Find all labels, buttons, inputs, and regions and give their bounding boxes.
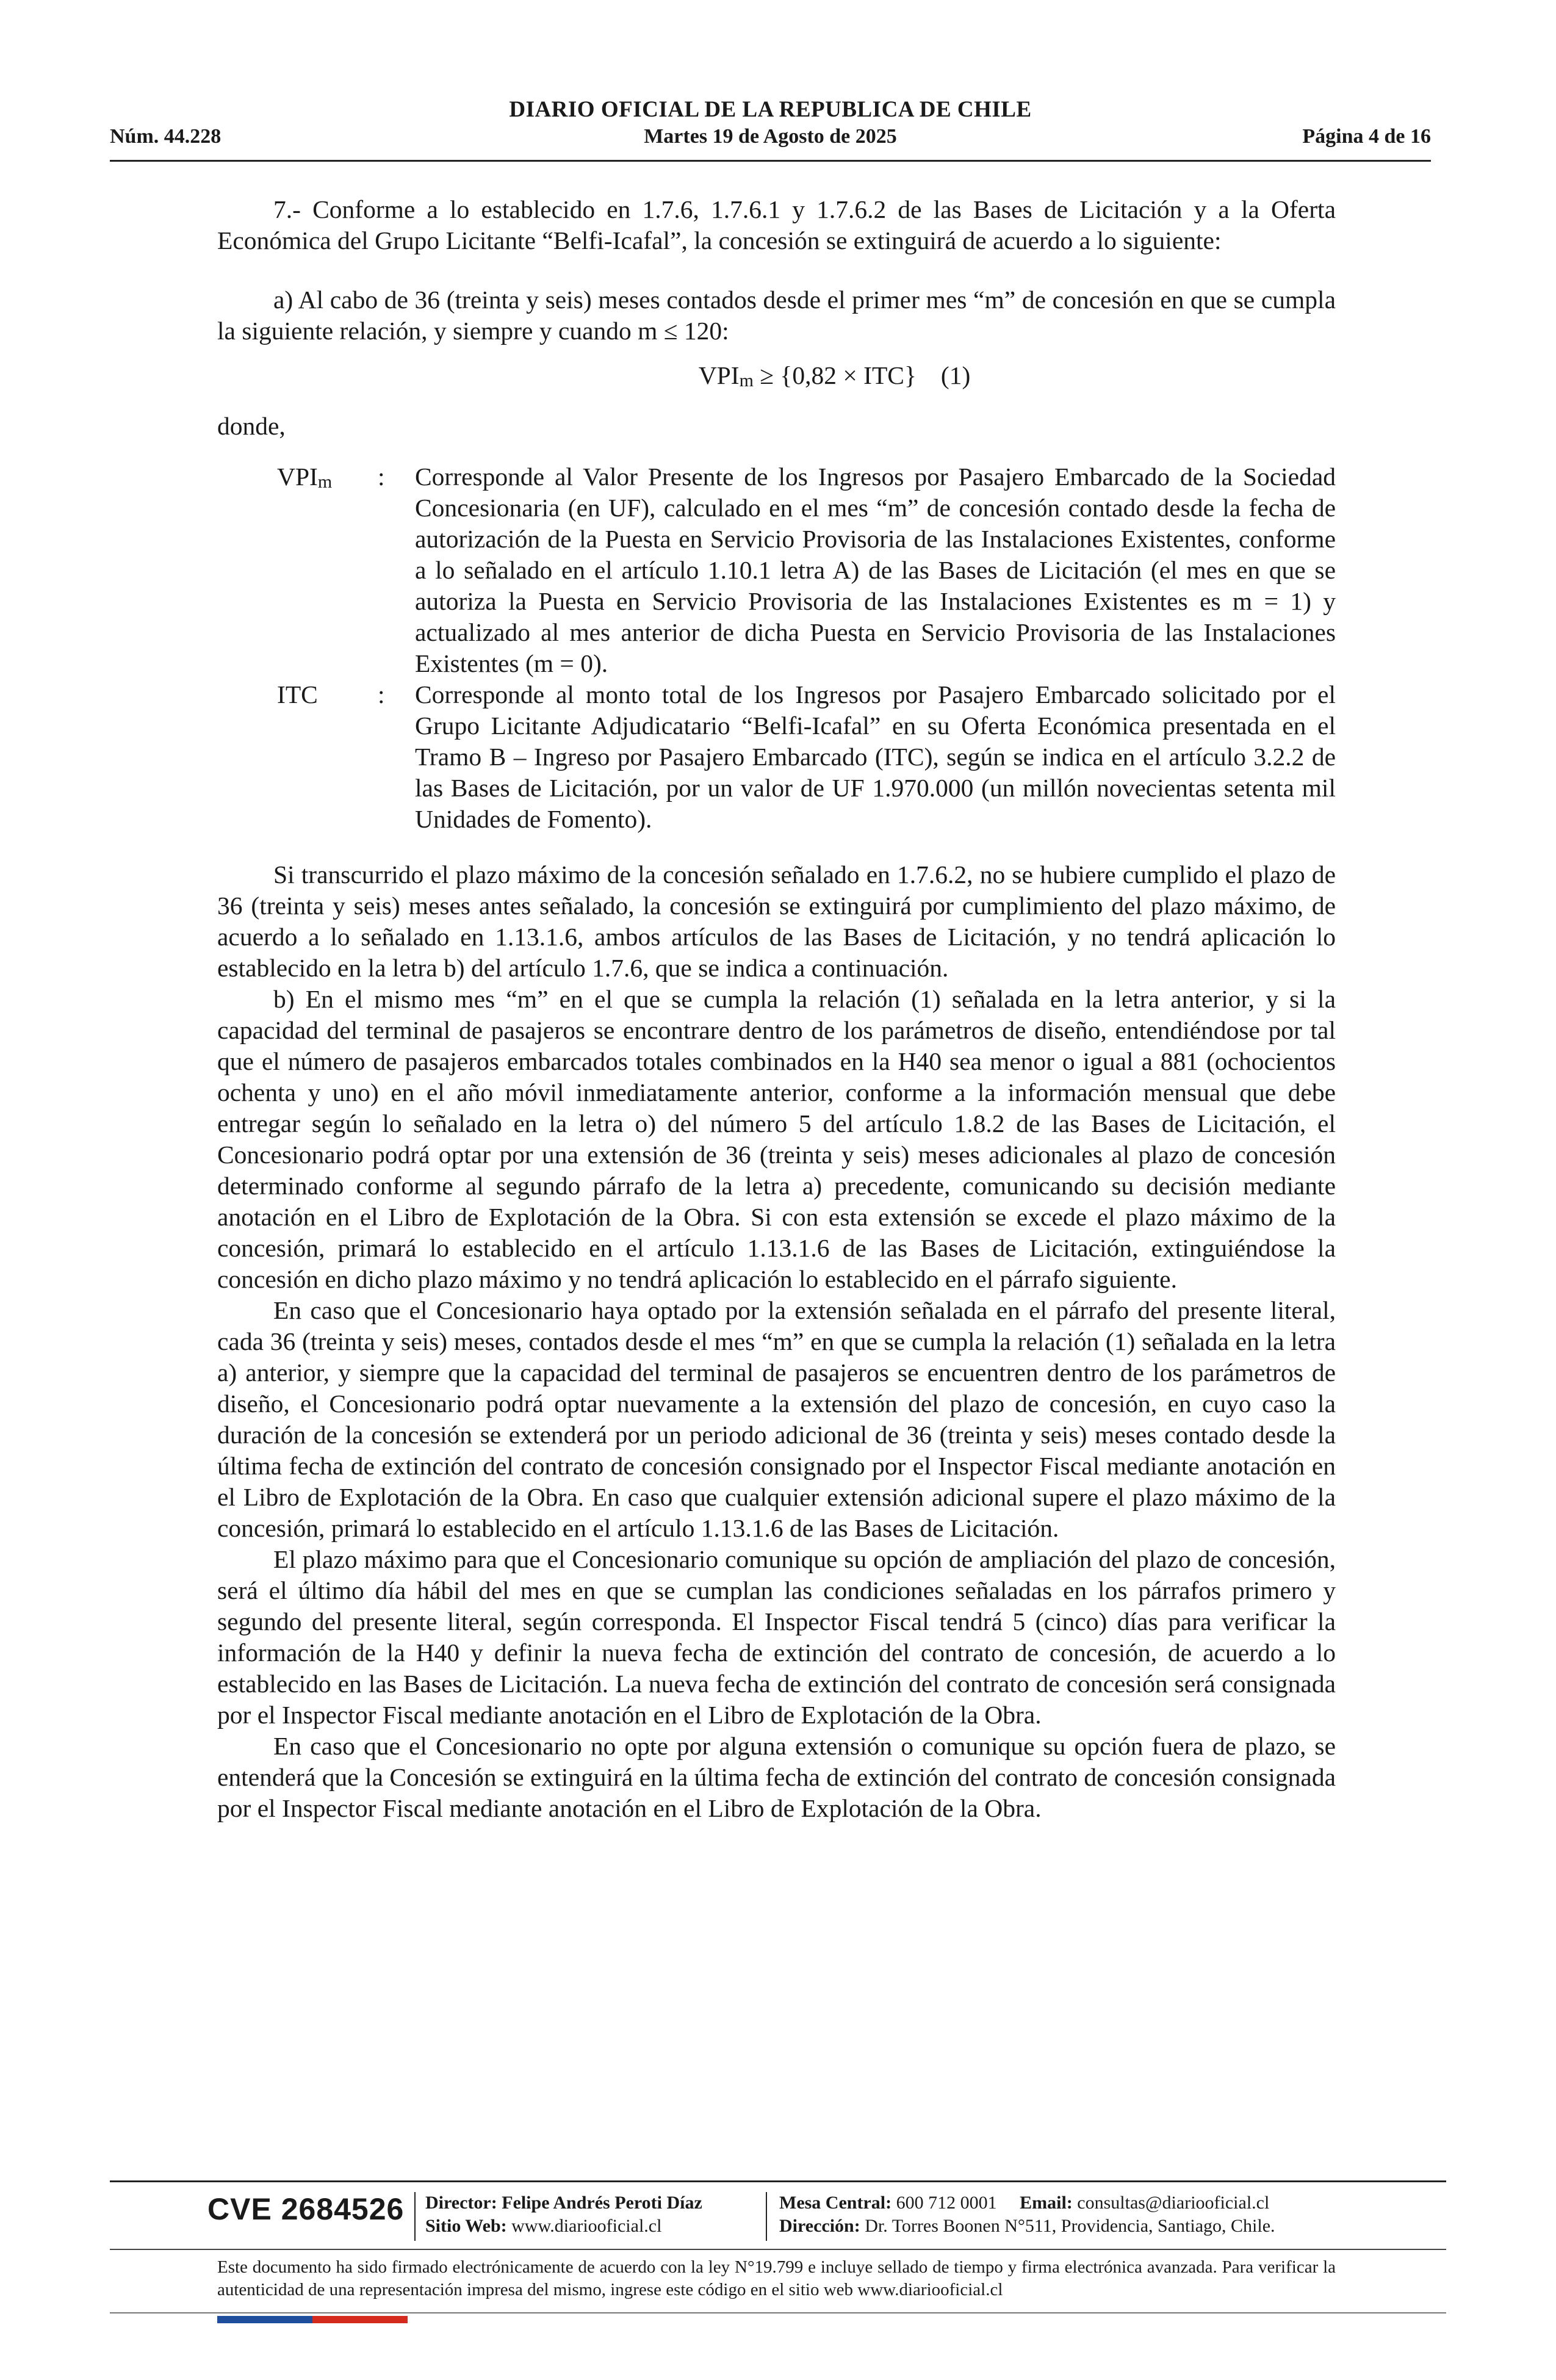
mesa-phone: 600 712 0001 [896,2193,997,2213]
definition-text: Corresponde al Valor Presente de los Ingresos por Pasajero Embarcado de la Sociedad Concesionaria (en UF), calculado en el mes “m” de concesión contado desde la fecha de autorización de la Puesta en Servicio Provisoria de las Instalaciones Existentes, conforme a lo señalado en el artículo 1.10.1 letra A) de las Bases de Licitación (el mes en que se autoriza la Puesta en Servicio Provisoria de las Instalaciones Existentes es m = 1) y actualizado al mes anterior de dicha Puesta en Servicio Provisoria de las Instalaciones Existentes (m = 0). [415,463,1336,677]
spacer [217,256,1336,284]
donde-label: donde, [217,412,286,440]
formula-1 [217,360,1336,396]
spacer [217,835,1336,859]
footer-separator [414,2192,416,2241]
page-number: Página 4 de 16 [1302,125,1431,148]
website-link[interactable]: www.diariooficial.cl [511,2216,662,2236]
email-label: Email: [1020,2193,1073,2213]
issue-number: Núm. 44.228 [110,125,222,148]
page-header [110,92,1431,160]
paragraph-7: 7.- Conforme a lo establecido en 1.7.6, 1.7.6.1 y 1.7.6.2 de las Bases de Licitación y a la Oferta Económica del Grupo Licitante “Belfi-Icafal”, la concesión se extinguirá de acuerdo a lo siguiente: [217,195,1336,254]
flag-stripe [217,2316,408,2323]
director-line [425,2191,702,2215]
footer-divider-top [110,2180,1446,2182]
document-body [217,194,1336,1824]
formula-lhs: VPI [698,361,740,389]
issue-date: Martes 19 de Agosto de 2025 [644,125,897,148]
address-text: Dr. Torres Boonen N°511, Providencia, Santiago, Chile. [865,2216,1275,2236]
legal-notice: Este documento ha sido firmado electrónicamente de acuerdo con la ley N°19.799 e incluye sellado de tiempo y firma electrónica avanzada. Para verificar la autenticidad de una representación impresa del mismo, ingrese este código en el sitio web www.diariooficial.cl [217,2257,1336,2299]
footer-separator [766,2192,767,2241]
contact-line [779,2191,1275,2215]
address-line [779,2215,1275,2238]
director-name: Felipe Andrés Peroti Díaz [502,2193,702,2213]
director-label: Director: [425,2193,497,2213]
definition-term [277,679,318,710]
definition-vpim [217,461,1336,679]
email-link[interactable]: consultas@diariooficial.cl [1077,2193,1270,2213]
website-line [425,2215,702,2238]
header-divider [110,160,1431,162]
paragraph-si: Si transcurrido el plazo máximo de la concesión señalado en 1.7.6.2, no se hubiere cumplido el plazo de 36 (treinta y seis) meses antes señalado, la concesión se extinguirá por cumplimiento del plazo máximo, de acuerdo a lo señalado en 1.13.1.6, ambos artículos de las Bases de Licitación, y no tendrá aplicación lo establecido en la letra b) del artículo 1.7.6, que se indica a continuación. [217,860,1336,982]
definition-itc [217,679,1336,835]
definition-colon: : [378,463,385,491]
flag-stripe-blue [217,2316,312,2323]
definition-text: Corresponde al monto total de los Ingresos por Pasajero Embarcado solicitado por el Grupo Licitante Adjudicatario “Belfi-Icafal” en su Oferta Económica presentada en el Tramo B – Ingreso por Pasajero Embarcado (ITC), según se indica en el artículo 3.2.2 de las Bases de Licitación, por un valor de UF 1.970.000 (un millón novecientas setenta mil Unidades de Fomento). [415,680,1336,833]
footer-contact-block [779,2191,1275,2238]
website-label: Sitio Web: [425,2216,507,2236]
flag-stripe-red [312,2316,408,2323]
paragraph-b: b) En el mismo mes “m” en el que se cumpla la relación (1) señalada en la letra anterior, y si la capacidad del terminal de pasajeros se encontrare dentro de los parámetros de diseño, entendiéndose por tal que el número de pasajeros embarcados totales combinados en la H40 sea menor o igual a 881 (ochocientos ochenta y uno) en el año móvil inmediatamente anterior, conforme a la información mensual que debe entregar según lo señalado en la letra o) del número 5 del artículo 1.8.2 de las Bases de Licitación, el Concesionario podrá optar por una extensión de 36 (treinta y seis) meses adicionales al plazo de concesión determinado conforme al segundo párrafo de la letra a) precedente, comunicando su decisión mediante anotación en el Libro de Explotación de la Obra. Si con esta extensión se excede el plazo máximo de la concesión, primará lo establecido en el artículo 1.13.1.6 de las Bases de Licitación, extinguiéndose la concesión en dicho plazo máximo y no tendrá aplicación lo establecido en el párrafo siguiente. [217,985,1336,1293]
footer-divider-bottom [110,2312,1446,2313]
term-subscript: m [317,472,333,492]
formula-number: (1) [940,361,971,389]
paragraph-caso-2: En caso que el Concesionario no opte por alguna extensión o comunique su opción fuera de plazo, se entenderá que la Concesión se extinguirá en la última fecha de extinción del contrato de concesión consignada por el Inspector Fiscal mediante anotación en el Libro de Explotación de la Obra. [217,1732,1336,1822]
definition-term [277,461,332,497]
address-label: Dirección: [779,2216,860,2236]
definition-colon: : [378,680,385,709]
paragraph-plazo: El plazo máximo para que el Concesionario comunique su opción de ampliación del plazo de concesión, será el último día hábil del mes en que se cumplan las condiciones señaladas en los párrafos primero y segundo del presente literal, según corresponda. El Inspector Fiscal tendrá 5 (cinco) días para verificar la información de la H40 y definir la nueva fecha de extinción del contrato de concesión, de acuerdo a lo establecido en las Bases de Licitación. La nueva fecha de extinción del contrato de concesión será consignada por el Inspector Fiscal mediante anotación en el Libro de Explotación de la Obra. [217,1545,1336,1729]
footer-divider-middle [110,2249,1446,2250]
publication-title: DIARIO OFICIAL DE LA REPUBLICA DE CHILE [509,97,1032,122]
cve-code: CVE 2684526 [207,2192,405,2226]
term-name: VPI [277,463,318,491]
footer-director-block [425,2191,702,2238]
mesa-label: Mesa Central: [779,2193,892,2213]
paragraph-a: a) Al cabo de 36 (treinta y seis) meses contados desde el primer mes “m” de concesión en que se cumpla la siguiente relación, y siempre y cuando m ≤ 120: [217,286,1336,345]
term-name: ITC [277,680,318,709]
formula-rhs: ≥ {0,82 × ITC} [753,361,917,389]
formula-lhs-subscript: m [739,370,754,391]
paragraph-caso-1: En caso que el Concesionario haya optado por la extensión señalada en el párrafo del presente literal, cada 36 (treinta y seis) meses, contados desde el mes “m” en que se cumpla la relación (1) señalada en la letra a) anterior, y siempre que la capacidad del terminal de pasajeros se encuentren dentro de los parámetros de diseño, el Concesionario podrá optar nuevamente a la extensión del plazo de concesión, en cuyo caso la duración de la concesión se extenderá por un periodo adicional de 36 (treinta y seis) meses contado desde la última fecha de extinción del contrato de concesión consignado por el Inspector Fiscal mediante anotación en el Libro de Explotación de la Obra. En caso que cualquier extensión adicional supere el plazo máximo de la concesión, primará lo establecido en el artículo 1.13.1.6 de las Bases de Licitación. [217,1296,1336,1542]
